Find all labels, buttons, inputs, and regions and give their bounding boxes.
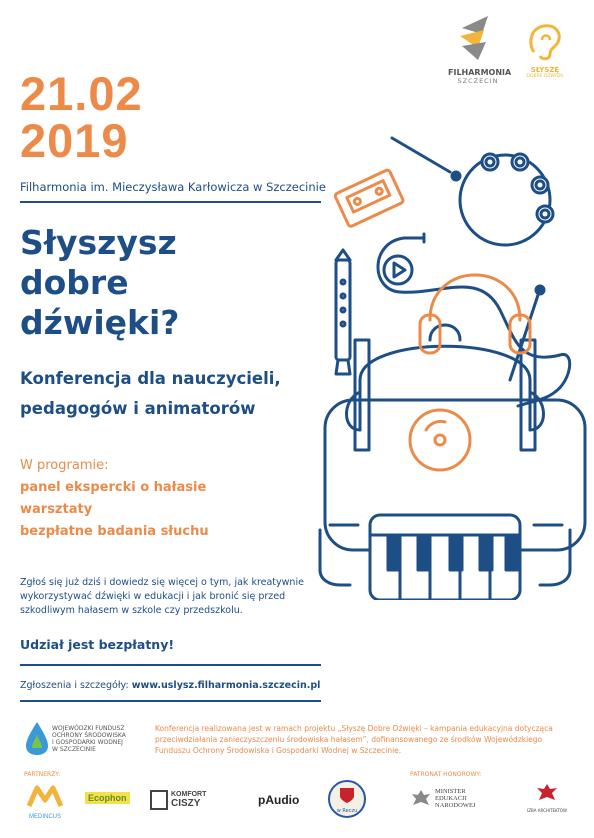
- subtitle-line-2: pedagogów i animatorów: [20, 399, 256, 418]
- headline: [20, 223, 179, 343]
- drumstick-icon: [392, 138, 450, 172]
- izba-logo: [524, 782, 570, 813]
- headline-line-2: dobre: [20, 263, 129, 302]
- medincus-mark-icon: [25, 782, 65, 810]
- wfos-line: I GOSPODARKI WODNEJ: [52, 739, 123, 746]
- event-date-day: 21.02: [20, 67, 143, 120]
- minister-logo: [410, 787, 475, 809]
- funding-note: Konferencja realizowana jest w ramach projektu „Słyszę Dobre Dźwięki – kampania edukacyjna dotycząca przeciwdziałania zanieczyszczeniu środowiska hałasem”, dofinansowanego ze środków Wojewódzkiego Funduszu Ochrony Środowiska i Gospodarki Wodnej w Szczecinie.: [155, 724, 553, 755]
- program-item: bezpłatne badania słuchu: [20, 524, 209, 539]
- body-line: wykorzystywać dźwięki w edukacji i jak bronić się przed: [20, 591, 286, 602]
- minister-line: MINISTER: [435, 787, 466, 795]
- event-date: [20, 67, 143, 167]
- ecophon-name: Ecophon: [85, 792, 130, 804]
- program: [20, 455, 209, 543]
- headline-line-1: Słyszysz: [20, 223, 177, 262]
- komfort-line-1: KOMFORT: [171, 791, 207, 798]
- program-heading: W programie:: [20, 458, 109, 473]
- komfort-ciszy-logo: [150, 790, 206, 810]
- medincus-name: MEDINCUS: [28, 814, 61, 820]
- wfos-name: [52, 725, 126, 753]
- contact-label: Zgłoszenia i szczegóły:: [20, 680, 132, 691]
- piano-icon: [370, 515, 520, 600]
- filharmonia-name: FILHARMONIA: [448, 68, 512, 77]
- crest-icon: [338, 786, 356, 804]
- cassette-icon: [334, 169, 404, 227]
- event-date-year: 2019: [20, 114, 129, 167]
- contact-divider-bottom: [20, 700, 321, 702]
- komfort-line-2: CISZY: [171, 798, 201, 809]
- free-participation: Udział jest bezpłatny!: [20, 637, 175, 652]
- medincus-logo: [20, 782, 70, 820]
- school-illustration: [300, 130, 590, 600]
- contact-divider-top: [20, 664, 321, 666]
- body-line: Zgłoś się już dziś i dowiedz się więcej o tym, jak kreatywnie: [20, 577, 304, 588]
- slysze-name: SŁYSZĘ: [530, 66, 560, 74]
- contact: [20, 680, 320, 691]
- paudio-logo: [258, 793, 299, 807]
- venue: Filharmonia im. Mieczysława Karłowicza w Szczecinie: [20, 180, 326, 194]
- wfos-line: W SZCZECINIE: [52, 746, 96, 753]
- contact-link[interactable]: www.uslysz.filharmonia.szczecin.pl: [131, 680, 321, 691]
- ear-icon: [520, 18, 570, 62]
- wfos-line: WOJEWÓDZKI FUNDUSZ: [52, 725, 125, 732]
- slysze-tagline: DOBRE DŹWIĘKI: [526, 74, 564, 79]
- komfort-square-icon: [150, 790, 168, 810]
- slysze-logo: [520, 18, 570, 88]
- eagle-icon: [410, 787, 432, 809]
- minister-line: NARODOWEJ: [435, 801, 476, 809]
- wfos-line: OCHRONY ŚRODOWISKA: [52, 732, 126, 739]
- izba-name: IZBA ARCHITEKTÓW: [527, 808, 567, 813]
- izba-eagle-icon: [535, 782, 559, 804]
- flute-icon: [336, 250, 350, 374]
- minister-line: EDUKACJI: [435, 794, 467, 802]
- cd-icon: [410, 410, 470, 470]
- tambourine-icon: [460, 154, 553, 245]
- play-icon: [384, 256, 412, 284]
- ecophon-logo: [85, 792, 130, 804]
- filharmonia-logo: [448, 14, 512, 85]
- headline-line-3: dźwięki?: [20, 303, 180, 342]
- program-item: warsztaty: [20, 502, 93, 517]
- recz-name: w Reczu: [336, 808, 358, 814]
- subtitle: [20, 364, 281, 424]
- body-line: szkodliwym hałasem w szkole czy przedszkolu.: [20, 605, 243, 616]
- venue-divider: [20, 201, 321, 203]
- filharmonia-city: SZCZECIN: [457, 77, 499, 85]
- patronage-label: PATRONAT HONOROWY:: [410, 771, 482, 778]
- filharmonia-mark-icon: [448, 14, 508, 64]
- drop-icon: [24, 720, 50, 756]
- body-text: [20, 576, 305, 618]
- partners-label: PARTNERZY:: [24, 771, 61, 778]
- wfos-logo: [24, 720, 50, 760]
- paudio-name: pAudio: [258, 793, 300, 807]
- subtitle-line-1: Konferencja dla nauczycieli,: [20, 369, 281, 388]
- program-item: panel ekspercki o hałasie: [20, 480, 207, 495]
- recz-logo: [328, 780, 366, 818]
- headphones-icon: [420, 275, 530, 353]
